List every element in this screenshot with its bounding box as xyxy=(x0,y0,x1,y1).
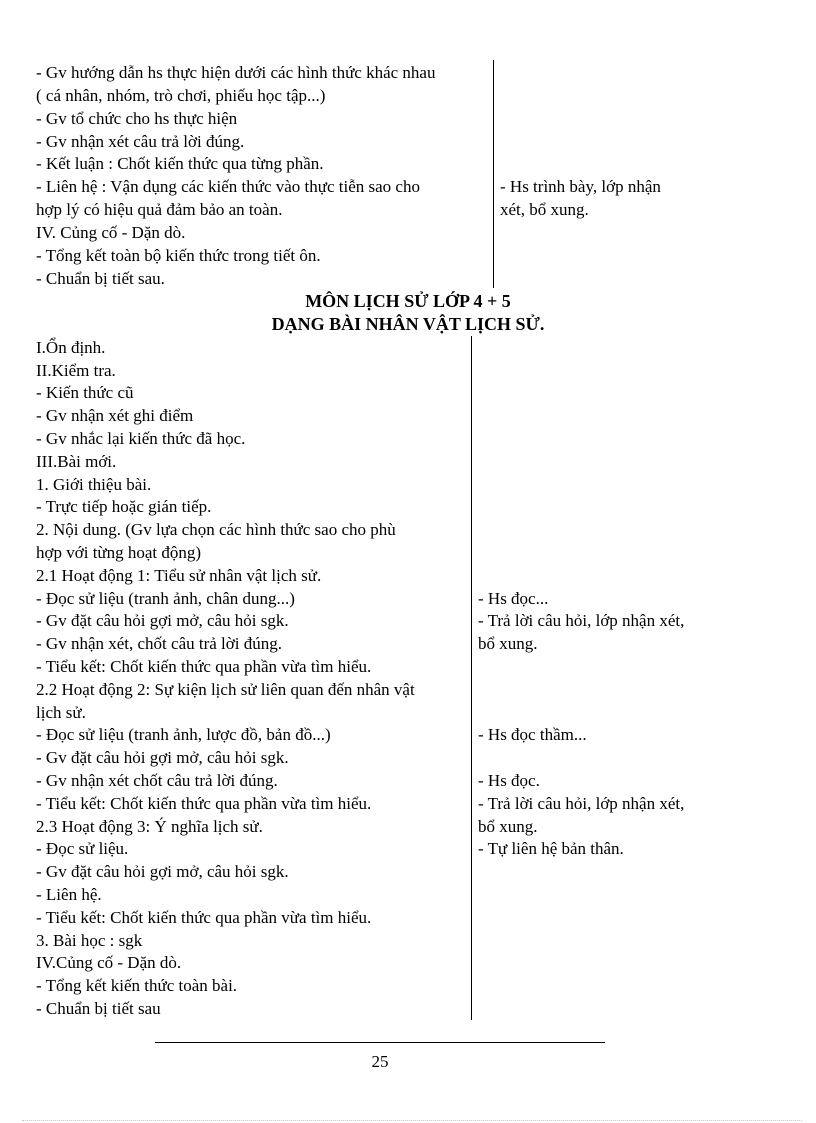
text-line: - Chuẩn bị tiết sau xyxy=(36,999,161,1018)
text-line: 2.3 Hoạt động 3: Ý nghĩa lịch sử. xyxy=(36,817,263,836)
text-line: - Trả lời câu hỏi, lớp nhận xét, xyxy=(478,794,685,813)
text-line: - Tự liên hệ bản thân. xyxy=(478,839,624,858)
text-line: - Kiến thức cũ xyxy=(36,383,134,402)
text-line: - Liên hệ. xyxy=(36,885,102,904)
text-line: - Tiểu kết: Chốt kiến thức qua phần vừa tìm hiểu. xyxy=(36,657,372,676)
text-line: hợp lý có hiệu quả đảm bảo an toàn. xyxy=(36,200,283,219)
text-line: - Gv nhận xét câu trả lời đúng. xyxy=(36,132,245,151)
text-line: - Trực tiếp hoặc gián tiếp. xyxy=(36,497,212,516)
text-line: - Đọc sử liệu. xyxy=(36,839,129,858)
text-line: ( cá nhân, nhóm, trò chơi, phiếu học tập...) xyxy=(36,86,326,105)
text-line: bổ xung. xyxy=(478,634,538,653)
text-line: - Tiểu kết: Chốt kiến thức qua phần vừa tìm hiểu. xyxy=(36,908,372,927)
text-line: 2. Nội dung. (Gv lựa chọn các hình thức sao cho phù xyxy=(36,520,396,539)
text-line: - Đọc sử liệu (tranh ảnh, lược đồ, bản đồ...) xyxy=(36,725,331,744)
text-line: III.Bài mới. xyxy=(36,452,117,471)
text-line: - Gv nhắc lại kiến thức đã học. xyxy=(36,429,246,448)
text-line: - Đọc sử liệu (tranh ảnh, chân dung...) xyxy=(36,589,295,608)
text-line: 3. Bài học : sgk xyxy=(36,931,143,950)
text-line: 2.1 Hoạt động 1: Tiểu sử nhân vật lịch sử. xyxy=(36,566,322,585)
text-line: - Tổng kết toàn bộ kiến thức trong tiết ôn. xyxy=(36,246,321,265)
text-line: - Chuẩn bị tiết sau. xyxy=(36,269,165,288)
text-line: - Gv tổ chức cho hs thực hiện xyxy=(36,109,238,128)
text-line: lịch sử. xyxy=(36,703,86,722)
text-line: II.Kiểm tra. xyxy=(36,361,116,380)
page-edge-divider xyxy=(22,1120,802,1121)
section-subheading: DẠNG BÀI NHÂN VẬT LỊCH SỬ. xyxy=(271,314,545,334)
text-line: - Gv đặt câu hỏi gợi mở, câu hỏi sgk. xyxy=(36,611,289,630)
text-line: - Hs đọc. xyxy=(478,771,540,790)
text-line: - Gv nhận xét ghi điểm xyxy=(36,406,194,425)
footer-rule xyxy=(155,1042,605,1043)
page-number: 25 xyxy=(371,1052,389,1071)
text-line: - Gv đặt câu hỏi gợi mở, câu hỏi sgk. xyxy=(36,862,289,881)
text-line: - Gv nhận xét, chốt câu trả lời đúng. xyxy=(36,634,282,653)
section-heading: MÔN LỊCH SỬ LỚP 4 + 5 xyxy=(305,291,511,311)
text-line: xét, bổ xung. xyxy=(500,200,589,219)
column-divider xyxy=(471,336,472,1020)
text-line: - Tổng kết kiến thức toàn bài. xyxy=(36,976,238,995)
text-line: IV. Củng cố - Dặn dò. xyxy=(36,223,186,242)
text-line: I.Ổn định. xyxy=(36,338,106,357)
column-divider xyxy=(493,60,494,288)
text-line: - Trả lời câu hỏi, lớp nhận xét, xyxy=(478,611,685,630)
text-line: - Tiểu kết: Chốt kiến thức qua phần vừa tìm hiểu. xyxy=(36,794,372,813)
text-line: - Kết luận : Chốt kiến thức qua từng phần. xyxy=(36,154,324,173)
text-line: - Gv đặt câu hỏi gợi mở, câu hỏi sgk. xyxy=(36,748,289,767)
text-line: bổ xung. xyxy=(478,817,538,836)
text-line: - Hs đọc... xyxy=(478,589,549,608)
text-line: - Hs trình bày, lớp nhận xyxy=(500,177,661,196)
text-line: - Gv hướng dẫn hs thực hiện dưới các hình thức khác nhau xyxy=(36,63,436,82)
text-line: 2.2 Hoạt động 2: Sự kiện lịch sử liên quan đến nhân vật xyxy=(36,680,415,699)
text-line: - Liên hệ : Vận dụng các kiến thức vào thực tiễn sao cho xyxy=(36,177,420,196)
text-line: - Hs đọc thầm... xyxy=(478,725,587,744)
text-line: - Gv nhận xét chốt câu trả lời đúng. xyxy=(36,771,278,790)
text-line: 1. Giới thiệu bài. xyxy=(36,475,152,494)
text-line: hợp với từng hoạt động) xyxy=(36,543,202,562)
text-line: IV.Củng cố - Dặn dò. xyxy=(36,953,182,972)
